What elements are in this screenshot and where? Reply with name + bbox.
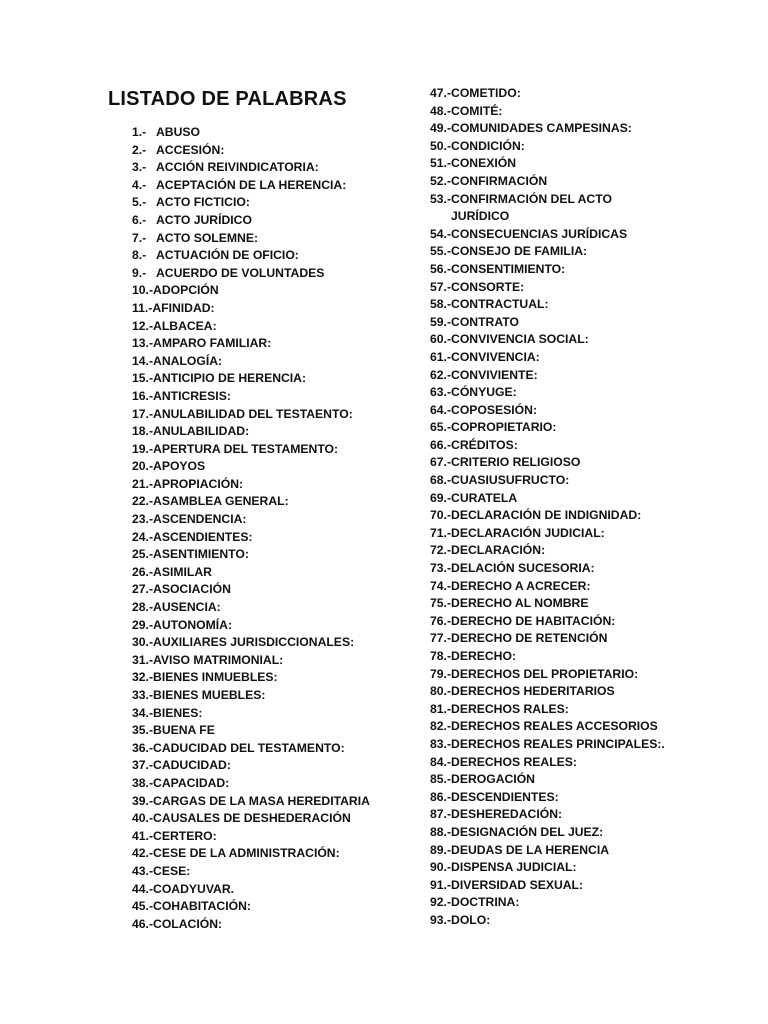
list-item xyxy=(132,775,402,793)
item-text: DERECHOS RALES: xyxy=(451,701,569,716)
item-text: CAUSALES DE DESHEDERACIÓN xyxy=(153,811,351,826)
item-number: 81.- xyxy=(430,701,452,716)
item-text: DERECHOS REALES: xyxy=(451,754,577,769)
list-item xyxy=(430,226,760,244)
item-number: 9.- xyxy=(132,265,147,280)
list-item xyxy=(132,898,402,916)
item-text: AUXILIARES JURISDICCIONALES: xyxy=(153,635,355,650)
item-number: 62.- xyxy=(430,367,452,382)
list-item xyxy=(430,736,760,754)
list-item xyxy=(430,648,760,666)
item-number: 49.- xyxy=(430,121,452,136)
item-number: 23.- xyxy=(132,512,154,527)
item-number: 47.- xyxy=(430,86,452,100)
item-text: BIENES MUEBLES: xyxy=(153,688,266,702)
item-text: COMETIDO: xyxy=(451,86,521,100)
item-text: CONVIVIENTE: xyxy=(451,367,538,382)
item-text: ACUERDO DE VOLUNTADES xyxy=(156,265,325,280)
item-text: ASIMILAR xyxy=(153,564,212,579)
item-number: 73.- xyxy=(430,561,452,576)
item-number: 40.- xyxy=(132,811,154,826)
list-item xyxy=(132,318,402,336)
item-number: 3.- xyxy=(132,160,147,175)
list-item xyxy=(132,159,402,177)
list-item xyxy=(132,511,402,529)
item-text: APERTURA DEL TESTAMENTO: xyxy=(153,441,339,456)
list-item xyxy=(132,335,402,353)
list-item xyxy=(430,490,760,508)
item-number: 64.- xyxy=(430,402,452,417)
item-text: DECLARACIÓN: xyxy=(451,543,546,558)
item-number: 59.- xyxy=(430,314,452,329)
item-text: ACCESIÓN: xyxy=(156,142,225,157)
item-number: 89.- xyxy=(430,842,452,857)
item-text: APOYOS xyxy=(153,459,206,474)
list-item xyxy=(132,177,402,195)
item-text: DERECHO DE HABITACIÓN: xyxy=(451,613,616,628)
item-number: 83.- xyxy=(430,736,452,751)
item-text: CERTERO: xyxy=(153,828,217,843)
item-number: 21.- xyxy=(132,476,154,491)
list-item xyxy=(430,894,760,912)
list-item xyxy=(430,771,760,789)
list-item xyxy=(430,85,760,103)
item-number: 12.- xyxy=(132,318,154,333)
list-item xyxy=(430,613,760,631)
list-item xyxy=(430,842,760,860)
list-item xyxy=(430,349,760,367)
item-number: 10.- xyxy=(132,283,154,298)
item-number: 43.- xyxy=(132,863,154,878)
item-number: 55.- xyxy=(430,244,452,259)
list-item xyxy=(430,789,760,807)
item-text: BUENA FE xyxy=(153,723,215,738)
item-number: 67.- xyxy=(430,455,452,470)
item-text: CARGAS DE LA MASA HEREDITARIA xyxy=(153,793,370,808)
item-number: 45.- xyxy=(132,899,154,914)
item-number: 19.- xyxy=(132,441,154,456)
list-item xyxy=(132,124,402,142)
item-number: 37.- xyxy=(132,758,154,773)
item-number: 11.- xyxy=(132,300,153,315)
item-text: CAPACIDAD: xyxy=(153,775,230,790)
item-text: CONSENTIMIENTO: xyxy=(451,261,566,276)
item-number: 78.- xyxy=(430,649,452,663)
item-number: 30.- xyxy=(132,635,154,650)
item-text: BIENES INMUEBLES: xyxy=(153,670,278,685)
list-item xyxy=(430,191,760,226)
item-text: DECLARACIÓN DE INDIGNIDAD: xyxy=(451,508,642,523)
item-number: 15.- xyxy=(132,371,154,386)
list-item xyxy=(132,423,402,441)
list-item xyxy=(132,564,402,582)
list-item xyxy=(132,669,402,687)
item-text: CONTRACTUAL: xyxy=(451,297,549,312)
item-number: 25.- xyxy=(132,547,154,562)
list-item xyxy=(430,718,760,736)
item-text: ANULABILIDAD: xyxy=(153,424,250,439)
list-item xyxy=(132,282,402,300)
item-number: 32.- xyxy=(132,670,154,685)
item-number: 2.- xyxy=(132,142,147,157)
list-item xyxy=(132,687,402,705)
item-number: 90.- xyxy=(430,860,452,875)
list-item xyxy=(430,120,760,138)
item-text: COLACIÓN: xyxy=(153,916,223,931)
item-number: 86.- xyxy=(430,789,452,804)
item-text: ADOPCIÓN xyxy=(153,283,219,298)
item-number: 76.- xyxy=(430,613,452,628)
item-number: 42.- xyxy=(132,846,154,861)
item-text: ASOCIACIÓN xyxy=(153,582,231,597)
list-item xyxy=(430,437,760,455)
item-text: COMITÉ: xyxy=(451,103,503,118)
item-text: ANTICIPIO DE HERENCIA: xyxy=(153,371,307,386)
item-number: 52.- xyxy=(430,173,452,188)
list-item xyxy=(132,652,402,670)
item-number: 35.- xyxy=(132,723,154,738)
list-item xyxy=(132,810,402,828)
list-item xyxy=(132,370,402,388)
item-text: CONVIVENCIA SOCIAL: xyxy=(451,332,589,347)
list-item xyxy=(430,279,760,297)
list-item xyxy=(430,595,760,613)
item-text: AVISO MATRIMONIAL: xyxy=(153,652,284,667)
item-text: DOLO: xyxy=(451,912,491,927)
list-item xyxy=(132,863,402,881)
item-text: DEROGACIÓN xyxy=(451,772,535,787)
item-text: ANULABILIDAD DEL TESTAENTO: xyxy=(153,406,353,421)
item-text: ASAMBLEA GENERAL: xyxy=(153,494,289,509)
list-item xyxy=(430,542,760,560)
item-number: 44.- xyxy=(132,881,154,896)
item-text: BIENES: xyxy=(153,705,203,720)
item-number: 93.- xyxy=(430,912,452,927)
item-number: 29.- xyxy=(132,617,154,632)
item-text: CÓNYUGE: xyxy=(451,385,517,400)
item-number: 65.- xyxy=(430,420,452,435)
item-text: ACTO FICTICIO: xyxy=(156,195,250,210)
item-text: CONVIVENCIA: xyxy=(451,349,540,364)
list-item xyxy=(132,265,402,283)
item-number: 75.- xyxy=(430,596,452,611)
list-item xyxy=(430,103,760,121)
item-text: DERECHO A ACRECER: xyxy=(451,578,591,593)
item-number: 46.- xyxy=(132,916,154,931)
item-text: CONSECUENCIAS JURÍDICAS xyxy=(451,226,628,241)
list-item xyxy=(132,142,402,160)
item-text: CONDICIÓN: xyxy=(451,138,525,153)
item-number: 69.- xyxy=(430,490,452,505)
list-item xyxy=(430,296,760,314)
word-list-left xyxy=(132,124,402,933)
item-text: CRITERIO RELIGIOSO xyxy=(451,455,581,470)
list-item xyxy=(430,683,760,701)
item-text: ASENTIMIENTO: xyxy=(153,547,249,562)
list-item xyxy=(430,578,760,596)
list-item xyxy=(430,155,760,173)
list-item xyxy=(430,912,760,930)
list-item xyxy=(132,740,402,758)
item-text: CURATELA xyxy=(451,490,518,505)
item-text: CESE DE LA ADMINISTRACIÓN: xyxy=(153,846,340,861)
list-item xyxy=(132,441,402,459)
item-number: 85.- xyxy=(430,772,452,787)
list-item xyxy=(430,454,760,472)
item-number: 48.- xyxy=(430,103,452,118)
item-number: 39.- xyxy=(132,793,154,808)
item-text: DERECHOS REALES ACCESORIOS xyxy=(451,719,658,734)
list-item xyxy=(430,243,760,261)
item-number: 6.- xyxy=(132,212,147,227)
item-number: 18.- xyxy=(132,424,154,439)
list-item xyxy=(132,581,402,599)
item-number: 17.- xyxy=(132,406,154,421)
item-number: 24.- xyxy=(132,529,154,544)
item-number: 87.- xyxy=(430,807,452,822)
item-number: 26.- xyxy=(132,564,154,579)
item-text: DELACIÓN SUCESORIA: xyxy=(451,561,595,576)
item-text: AMPARO FAMILIAR: xyxy=(153,336,272,351)
list-item xyxy=(132,634,402,652)
item-number: 34.- xyxy=(132,705,154,720)
word-list-right xyxy=(430,85,760,930)
list-item xyxy=(132,722,402,740)
item-text: DERECHOS HEDERITARIOS xyxy=(451,684,615,699)
list-item xyxy=(430,384,760,402)
item-text: CADUCIDAD: xyxy=(153,758,231,773)
item-text: DESIGNACIÓN DEL JUEZ: xyxy=(451,824,604,839)
list-item xyxy=(132,230,402,248)
list-item xyxy=(430,824,760,842)
list-item xyxy=(132,406,402,424)
list-item xyxy=(132,705,402,723)
item-text: CONEXIÓN xyxy=(451,156,517,171)
list-item xyxy=(430,560,760,578)
item-text: COPOSESIÓN: xyxy=(451,402,538,417)
list-item xyxy=(430,859,760,877)
item-number: 79.- xyxy=(430,666,452,681)
item-text: ANALOGÍA: xyxy=(153,353,223,368)
list-item xyxy=(132,916,402,934)
list-item xyxy=(430,701,760,719)
list-item xyxy=(132,828,402,846)
list-item xyxy=(430,402,760,420)
item-text: DERECHO AL NOMBRE xyxy=(451,596,589,611)
item-number: 27.- xyxy=(132,582,154,597)
item-text: AUSENCIA: xyxy=(153,600,221,615)
item-text: DECLARACIÓN JUDICIAL: xyxy=(451,525,605,540)
item-number: 88.- xyxy=(430,824,452,839)
list-item xyxy=(132,546,402,564)
item-text: ACTUACIÓN DE OFICIO: xyxy=(156,248,299,263)
list-item xyxy=(132,353,402,371)
item-number: 22.- xyxy=(132,494,154,509)
item-number: 70.- xyxy=(430,508,452,523)
item-number: 7.- xyxy=(132,230,147,245)
item-number: 58.- xyxy=(430,297,452,312)
list-item xyxy=(430,666,760,684)
item-text: DISPENSA JUDICIAL: xyxy=(451,860,577,875)
item-text: COADYUVAR. xyxy=(153,881,235,896)
list-item xyxy=(430,630,760,648)
item-number: 61.- xyxy=(430,349,452,364)
list-item xyxy=(132,599,402,617)
list-item xyxy=(132,617,402,635)
list-item xyxy=(430,261,760,279)
item-text: ACEPTACIÓN DE LA HERENCIA: xyxy=(156,177,347,192)
item-text: DERECHO DE RETENCIÓN xyxy=(451,631,608,646)
item-text: ABUSO xyxy=(156,125,201,139)
item-text: DIVERSIDAD SEXUAL: xyxy=(451,877,584,892)
item-number: 56.- xyxy=(430,261,452,276)
item-text: DESCENDIENTES: xyxy=(451,789,559,804)
item-number: 57.- xyxy=(430,279,452,294)
item-text: COMUNIDADES CAMPESINAS: xyxy=(451,121,632,136)
item-number: 28.- xyxy=(132,600,154,615)
item-text: DERECHOS DEL PROPIETARIO: xyxy=(451,666,639,681)
list-item xyxy=(430,877,760,895)
item-number: 38.- xyxy=(132,775,154,790)
item-text: CESE: xyxy=(153,863,191,878)
list-item xyxy=(132,793,402,811)
list-item xyxy=(430,507,760,525)
item-text: DEUDAS DE LA HERENCIA xyxy=(451,842,610,857)
item-text: CONFIRMACIÓN DEL ACTO JURÍDICO xyxy=(451,191,612,224)
item-text: COPROPIETARIO: xyxy=(451,420,557,435)
item-text: CONSEJO DE FAMILIA: xyxy=(451,244,588,259)
item-number: 51.- xyxy=(430,156,452,171)
list-item xyxy=(132,458,402,476)
item-text: ACTO SOLEMNE: xyxy=(156,230,259,245)
list-item xyxy=(132,881,402,899)
item-number: 72.- xyxy=(430,543,452,558)
item-number: 63.- xyxy=(430,385,452,400)
item-text: ASCENDENCIA: xyxy=(153,512,247,527)
item-number: 5.- xyxy=(132,195,147,210)
item-text: COHABITACIÓN: xyxy=(153,899,251,914)
item-number: 13.- xyxy=(132,336,154,351)
item-number: 53.- xyxy=(430,191,452,206)
item-number: 68.- xyxy=(430,473,452,488)
item-number: 31.- xyxy=(132,652,154,667)
item-number: 1.- xyxy=(132,125,147,139)
item-text: ASCENDIENTES: xyxy=(153,529,253,544)
item-number: 91.- xyxy=(430,877,452,892)
item-text: CONFIRMACIÓN xyxy=(451,173,548,188)
list-item xyxy=(132,529,402,547)
item-number: 60.- xyxy=(430,332,452,347)
item-text: CONSORTE: xyxy=(451,279,525,294)
item-number: 16.- xyxy=(132,388,154,403)
item-number: 36.- xyxy=(132,740,154,755)
item-number: 20.- xyxy=(132,459,154,474)
item-number: 74.- xyxy=(430,578,452,593)
page-title: LISTADO DE PALABRAS xyxy=(108,88,347,110)
item-number: 8.- xyxy=(132,248,147,263)
list-item xyxy=(132,476,402,494)
list-item xyxy=(132,300,402,318)
list-item xyxy=(430,806,760,824)
item-number: 4.- xyxy=(132,177,147,192)
item-text: ALBACEA: xyxy=(153,318,217,333)
item-text: APROPIACIÓN: xyxy=(153,476,244,491)
item-number: 77.- xyxy=(430,631,452,646)
list-item xyxy=(132,388,402,406)
item-text: ACTO JURÍDICO xyxy=(156,212,252,227)
list-item xyxy=(430,173,760,191)
list-item xyxy=(132,194,402,212)
item-number: 84.- xyxy=(430,754,452,769)
list-item xyxy=(132,247,402,265)
item-text: CONTRATO xyxy=(451,314,519,329)
item-number: 50.- xyxy=(430,138,452,153)
item-text: CRÉDITOS: xyxy=(451,437,518,452)
item-text: DERECHO: xyxy=(451,649,517,663)
list-item xyxy=(132,493,402,511)
item-number: 54.- xyxy=(430,226,452,241)
item-text: DESHEREDACIÓN: xyxy=(451,807,563,822)
item-number: 33.- xyxy=(132,688,154,702)
item-text: CADUCIDAD DEL TESTAMENTO: xyxy=(153,740,345,755)
list-item xyxy=(430,472,760,490)
item-number: 71.- xyxy=(430,525,452,540)
item-number: 82.- xyxy=(430,719,452,734)
list-item xyxy=(132,757,402,775)
item-number: 41.- xyxy=(132,828,154,843)
item-text: CUASIUSUFRUCTO: xyxy=(451,473,570,488)
list-item xyxy=(132,212,402,230)
item-text: ANTICRESIS: xyxy=(153,388,231,403)
item-number: 92.- xyxy=(430,895,452,910)
item-text: DERECHOS REALES PRINCIPALES:. xyxy=(451,736,665,751)
item-number: 14.- xyxy=(132,353,154,368)
list-item xyxy=(430,314,760,332)
list-item xyxy=(132,845,402,863)
list-item xyxy=(430,331,760,349)
item-text: DOCTRINA: xyxy=(451,895,520,910)
list-item xyxy=(430,138,760,156)
list-item xyxy=(430,754,760,772)
item-number: 80.- xyxy=(430,684,452,699)
item-text: ACCIÓN REIVINDICATORIA: xyxy=(156,160,319,175)
list-item xyxy=(430,419,760,437)
list-item xyxy=(430,525,760,543)
item-text: AFINIDAD: xyxy=(152,300,215,315)
list-item xyxy=(430,367,760,385)
item-number: 66.- xyxy=(430,437,452,452)
item-text: AUTONOMÍA: xyxy=(153,617,233,632)
